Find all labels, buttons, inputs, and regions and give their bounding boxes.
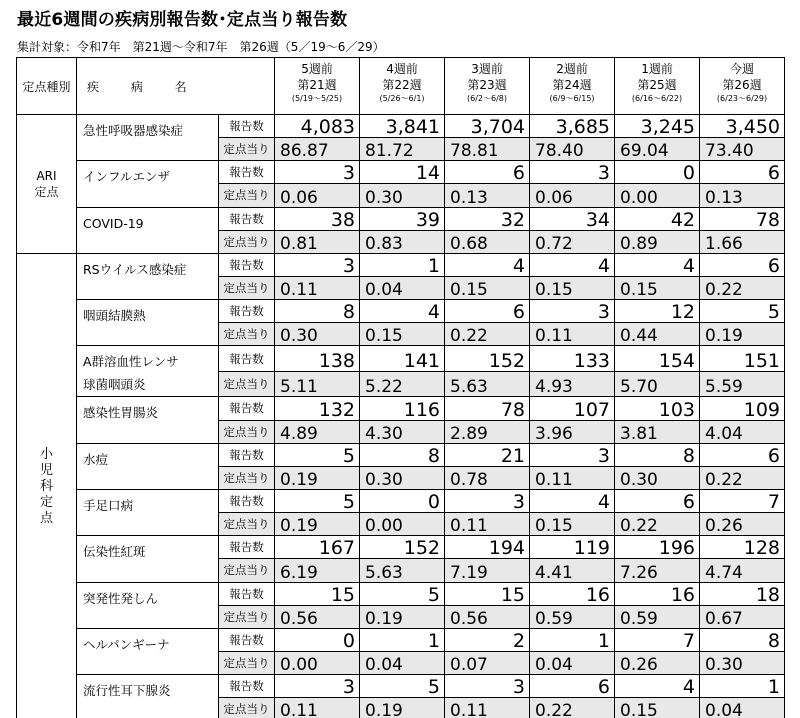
report-body	[17, 115, 785, 718]
count-value: 16	[615, 582, 700, 605]
count-label: 報告数	[219, 253, 275, 276]
rate-value: 0.22	[445, 323, 530, 346]
count-value: 3	[275, 253, 360, 276]
rate-value: 0.04	[360, 651, 445, 674]
rate-value: 4.74	[700, 559, 785, 582]
rate-value: 69.04	[615, 138, 700, 161]
count-value: 6	[615, 489, 700, 512]
count-value: 167	[275, 536, 360, 559]
header-disease: 疾 病 名	[77, 58, 275, 115]
count-value: 194	[445, 536, 530, 559]
count-value: 4	[615, 253, 700, 276]
count-value: 3	[530, 300, 615, 323]
disease-name: 水痘	[77, 443, 219, 489]
count-value: 3	[530, 161, 615, 184]
rate-value: 0.26	[700, 513, 785, 536]
rate-value: 3.96	[530, 420, 615, 443]
count-value: 3	[530, 443, 615, 466]
count-value: 138	[275, 346, 360, 372]
rate-value: 5.11	[275, 371, 360, 397]
count-value: 6	[700, 161, 785, 184]
count-value: 4	[530, 253, 615, 276]
rate-value: 0.30	[615, 466, 700, 489]
count-label: 報告数	[219, 161, 275, 184]
rate-label: 定点当り	[219, 698, 275, 718]
count-row	[17, 115, 785, 138]
count-label: 報告数	[219, 346, 275, 372]
disease-name: RSウイルス感染症	[77, 253, 219, 299]
week-ago: 1週前	[641, 62, 673, 76]
count-value: 1	[700, 675, 785, 698]
count-value: 1	[530, 628, 615, 651]
count-value: 3,704	[445, 115, 530, 138]
count-value: 1	[360, 253, 445, 276]
count-label: 報告数	[219, 489, 275, 512]
week-ago: 4週前	[386, 62, 418, 76]
disease-name: 伝染性紅斑	[77, 536, 219, 582]
count-value: 6	[445, 300, 530, 323]
count-value: 3	[445, 675, 530, 698]
rate-value: 0.00	[615, 184, 700, 207]
rate-label: 定点当り	[219, 420, 275, 443]
week-ago: 今週	[730, 62, 755, 76]
count-row	[17, 582, 785, 605]
rate-value: 0.89	[615, 230, 700, 253]
count-value: 8	[360, 443, 445, 466]
rate-value: 0.68	[445, 230, 530, 253]
rate-value: 0.56	[275, 605, 360, 628]
week-range: (6/23～6/29)	[716, 94, 768, 103]
rate-value: 0.19	[360, 698, 445, 718]
count-value: 4	[615, 675, 700, 698]
week-number: 第21週	[297, 78, 337, 92]
count-value: 3	[275, 675, 360, 698]
report-table	[16, 57, 785, 718]
category-cell	[17, 253, 77, 718]
disease-name: 突発性発しん	[77, 582, 219, 628]
rate-label: 定点当り	[219, 605, 275, 628]
count-label: 報告数	[219, 115, 275, 138]
week-range: (6/9～6/15)	[549, 94, 595, 103]
rate-value: 73.40	[700, 138, 785, 161]
count-value: 132	[275, 397, 360, 420]
rate-label: 定点当り	[219, 651, 275, 674]
rate-value: 4.89	[275, 420, 360, 443]
disease-name: 急性呼吸器感染症	[77, 115, 219, 161]
rate-value: 0.04	[700, 698, 785, 718]
rate-value: 0.30	[275, 323, 360, 346]
count-value: 32	[445, 207, 530, 230]
rate-value: 7.26	[615, 559, 700, 582]
week-ago: 2週前	[556, 62, 588, 76]
rate-value: 0.06	[530, 184, 615, 207]
rate-value: 0.11	[275, 698, 360, 718]
rate-value: 0.30	[360, 466, 445, 489]
rate-label: 定点当り	[219, 513, 275, 536]
rate-value: 3.81	[615, 420, 700, 443]
count-value: 6	[700, 253, 785, 276]
count-value: 8	[615, 443, 700, 466]
rate-value: 0.11	[275, 276, 360, 299]
week-ago: 5週前	[301, 62, 333, 76]
rate-value: 86.87	[275, 138, 360, 161]
count-value: 16	[530, 582, 615, 605]
week-range: (6/16～6/22)	[631, 94, 683, 103]
count-value: 3	[445, 489, 530, 512]
rate-value: 2.89	[445, 420, 530, 443]
count-value: 141	[360, 346, 445, 372]
count-value: 107	[530, 397, 615, 420]
rate-value: 0.15	[615, 276, 700, 299]
disease-name: COVID-19	[77, 207, 219, 253]
count-label: 報告数	[219, 207, 275, 230]
count-value: 7	[615, 628, 700, 651]
category-label: 小児科定点	[39, 447, 53, 527]
rate-value: 0.00	[360, 513, 445, 536]
week-number: 第24週	[552, 78, 592, 92]
count-row	[17, 443, 785, 466]
rate-value: 0.19	[360, 605, 445, 628]
rate-value: 81.72	[360, 138, 445, 161]
rate-label: 定点当り	[219, 466, 275, 489]
rate-value: 0.15	[530, 276, 615, 299]
week-number: 第22週	[382, 78, 422, 92]
disease-name: 手足口病	[77, 489, 219, 535]
count-value: 78	[445, 397, 530, 420]
category-label: ARI 定点	[34, 168, 59, 199]
rate-value: 0.19	[275, 466, 360, 489]
rate-value: 0.15	[615, 698, 700, 718]
count-value: 196	[615, 536, 700, 559]
count-row	[17, 536, 785, 559]
header-row	[17, 58, 785, 115]
rate-value: 0.04	[530, 651, 615, 674]
rate-value: 0.11	[530, 323, 615, 346]
rate-value: 5.63	[360, 559, 445, 582]
rate-label: 定点当り	[219, 184, 275, 207]
rate-label: 定点当り	[219, 230, 275, 253]
disease-name: 感染性胃腸炎	[77, 397, 219, 443]
count-row	[17, 397, 785, 420]
count-value: 21	[445, 443, 530, 466]
rate-value: 7.19	[445, 559, 530, 582]
rate-value: 0.15	[530, 513, 615, 536]
week-number: 第26週	[722, 78, 762, 92]
rate-value: 0.00	[275, 651, 360, 674]
rate-value: 0.15	[445, 276, 530, 299]
count-row	[17, 207, 785, 230]
count-value: 103	[615, 397, 700, 420]
rate-value: 0.22	[615, 513, 700, 536]
count-value: 128	[700, 536, 785, 559]
count-value: 3,245	[615, 115, 700, 138]
count-value: 42	[615, 207, 700, 230]
header-week	[445, 58, 530, 115]
rate-value: 0.11	[445, 513, 530, 536]
rate-value: 0.07	[445, 651, 530, 674]
count-row	[17, 628, 785, 651]
count-value: 14	[360, 161, 445, 184]
count-value: 8	[275, 300, 360, 323]
count-row	[17, 346, 785, 372]
week-ago: 3週前	[471, 62, 503, 76]
rate-label: 定点当り	[219, 276, 275, 299]
rate-value: 0.30	[700, 651, 785, 674]
count-value: 39	[360, 207, 445, 230]
week-range: (5/19～5/25)	[291, 94, 343, 103]
count-value: 12	[615, 300, 700, 323]
rate-value: 0.11	[445, 698, 530, 718]
disease-name: 咽頭結膜熱	[77, 300, 219, 346]
header-week	[530, 58, 615, 115]
count-value: 116	[360, 397, 445, 420]
count-value: 78	[700, 207, 785, 230]
category-cell	[17, 115, 77, 254]
rate-value: 6.19	[275, 559, 360, 582]
week-range: (6/2～6/8)	[467, 94, 508, 103]
rate-value: 0.15	[360, 323, 445, 346]
count-value: 4,083	[275, 115, 360, 138]
rate-value: 0.26	[615, 651, 700, 674]
count-value: 1	[360, 628, 445, 651]
count-value: 38	[275, 207, 360, 230]
rate-value: 0.06	[275, 184, 360, 207]
header-week	[275, 58, 360, 115]
count-value: 34	[530, 207, 615, 230]
count-value: 7	[700, 489, 785, 512]
rate-value: 1.66	[700, 230, 785, 253]
count-value: 3,450	[700, 115, 785, 138]
rate-value: 0.30	[360, 184, 445, 207]
disease-name: ヘルパンギーナ	[77, 628, 219, 674]
count-value: 152	[360, 536, 445, 559]
week-number: 第23週	[467, 78, 507, 92]
rate-value: 0.83	[360, 230, 445, 253]
count-label: 報告数	[219, 628, 275, 651]
rate-value: 0.22	[700, 276, 785, 299]
count-value: 3,685	[530, 115, 615, 138]
count-label: 報告数	[219, 443, 275, 466]
count-value: 5	[360, 675, 445, 698]
page-subtitle: 集計対象：令和7年 第21週～令和7年 第26週（5／19～6／29）	[17, 40, 385, 54]
disease-name: A群溶血性レンサ 球菌咽頭炎	[77, 346, 219, 397]
disease-name: インフルエンザ	[77, 161, 219, 207]
count-value: 109	[700, 397, 785, 420]
header-week	[700, 58, 785, 115]
count-label: 報告数	[219, 582, 275, 605]
count-value: 154	[615, 346, 700, 372]
count-value: 5	[275, 443, 360, 466]
count-label: 報告数	[219, 675, 275, 698]
count-value: 2	[445, 628, 530, 651]
count-value: 5	[700, 300, 785, 323]
rate-value: 0.04	[360, 276, 445, 299]
page-title: 最近6週間の疾病別報告数･定点当り報告数	[17, 10, 348, 30]
count-row	[17, 253, 785, 276]
count-value: 0	[360, 489, 445, 512]
rate-label: 定点当り	[219, 138, 275, 161]
count-value: 151	[700, 346, 785, 372]
rate-value: 5.63	[445, 371, 530, 397]
rate-value: 0.81	[275, 230, 360, 253]
count-row	[17, 675, 785, 698]
rate-value: 78.81	[445, 138, 530, 161]
count-label: 報告数	[219, 536, 275, 559]
rate-value: 0.59	[530, 605, 615, 628]
count-value: 15	[445, 582, 530, 605]
rate-value: 78.40	[530, 138, 615, 161]
count-value: 0	[275, 628, 360, 651]
rate-value: 0.19	[275, 513, 360, 536]
count-label: 報告数	[219, 397, 275, 420]
count-value: 8	[700, 628, 785, 651]
count-value: 6	[700, 443, 785, 466]
count-value: 133	[530, 346, 615, 372]
rate-value: 4.30	[360, 420, 445, 443]
count-value: 6	[530, 675, 615, 698]
header-week	[615, 58, 700, 115]
rate-value: 4.41	[530, 559, 615, 582]
count-value: 0	[615, 161, 700, 184]
count-value: 18	[700, 582, 785, 605]
count-value: 119	[530, 536, 615, 559]
count-value: 3	[275, 161, 360, 184]
rate-value: 5.22	[360, 371, 445, 397]
rate-value: 0.22	[530, 698, 615, 718]
count-row	[17, 489, 785, 512]
count-value: 15	[275, 582, 360, 605]
count-row	[17, 300, 785, 323]
rate-value: 0.13	[700, 184, 785, 207]
rate-label: 定点当り	[219, 323, 275, 346]
count-value: 4	[360, 300, 445, 323]
week-range: (5/26～6/1)	[379, 94, 425, 103]
rate-label: 定点当り	[219, 559, 275, 582]
rate-value: 0.72	[530, 230, 615, 253]
rate-value: 5.59	[700, 371, 785, 397]
header-week	[360, 58, 445, 115]
count-label: 報告数	[219, 300, 275, 323]
disease-name: 流行性耳下腺炎	[77, 675, 219, 718]
header-category: 定点種別	[17, 58, 77, 115]
count-value: 3,841	[360, 115, 445, 138]
count-row	[17, 161, 785, 184]
rate-value: 0.19	[700, 323, 785, 346]
count-value: 152	[445, 346, 530, 372]
count-value: 4	[445, 253, 530, 276]
week-number: 第25週	[637, 78, 677, 92]
rate-value: 0.59	[615, 605, 700, 628]
rate-value: 0.44	[615, 323, 700, 346]
rate-value: 0.22	[700, 466, 785, 489]
rate-value: 4.93	[530, 371, 615, 397]
count-value: 4	[530, 489, 615, 512]
rate-label: 定点当り	[219, 371, 275, 397]
rate-value: 0.11	[530, 466, 615, 489]
count-value: 5	[360, 582, 445, 605]
rate-value: 4.04	[700, 420, 785, 443]
rate-value: 0.67	[700, 605, 785, 628]
count-value: 5	[275, 489, 360, 512]
rate-value: 0.78	[445, 466, 530, 489]
rate-value: 0.56	[445, 605, 530, 628]
count-value: 6	[445, 161, 530, 184]
rate-value: 0.13	[445, 184, 530, 207]
rate-value: 5.70	[615, 371, 700, 397]
